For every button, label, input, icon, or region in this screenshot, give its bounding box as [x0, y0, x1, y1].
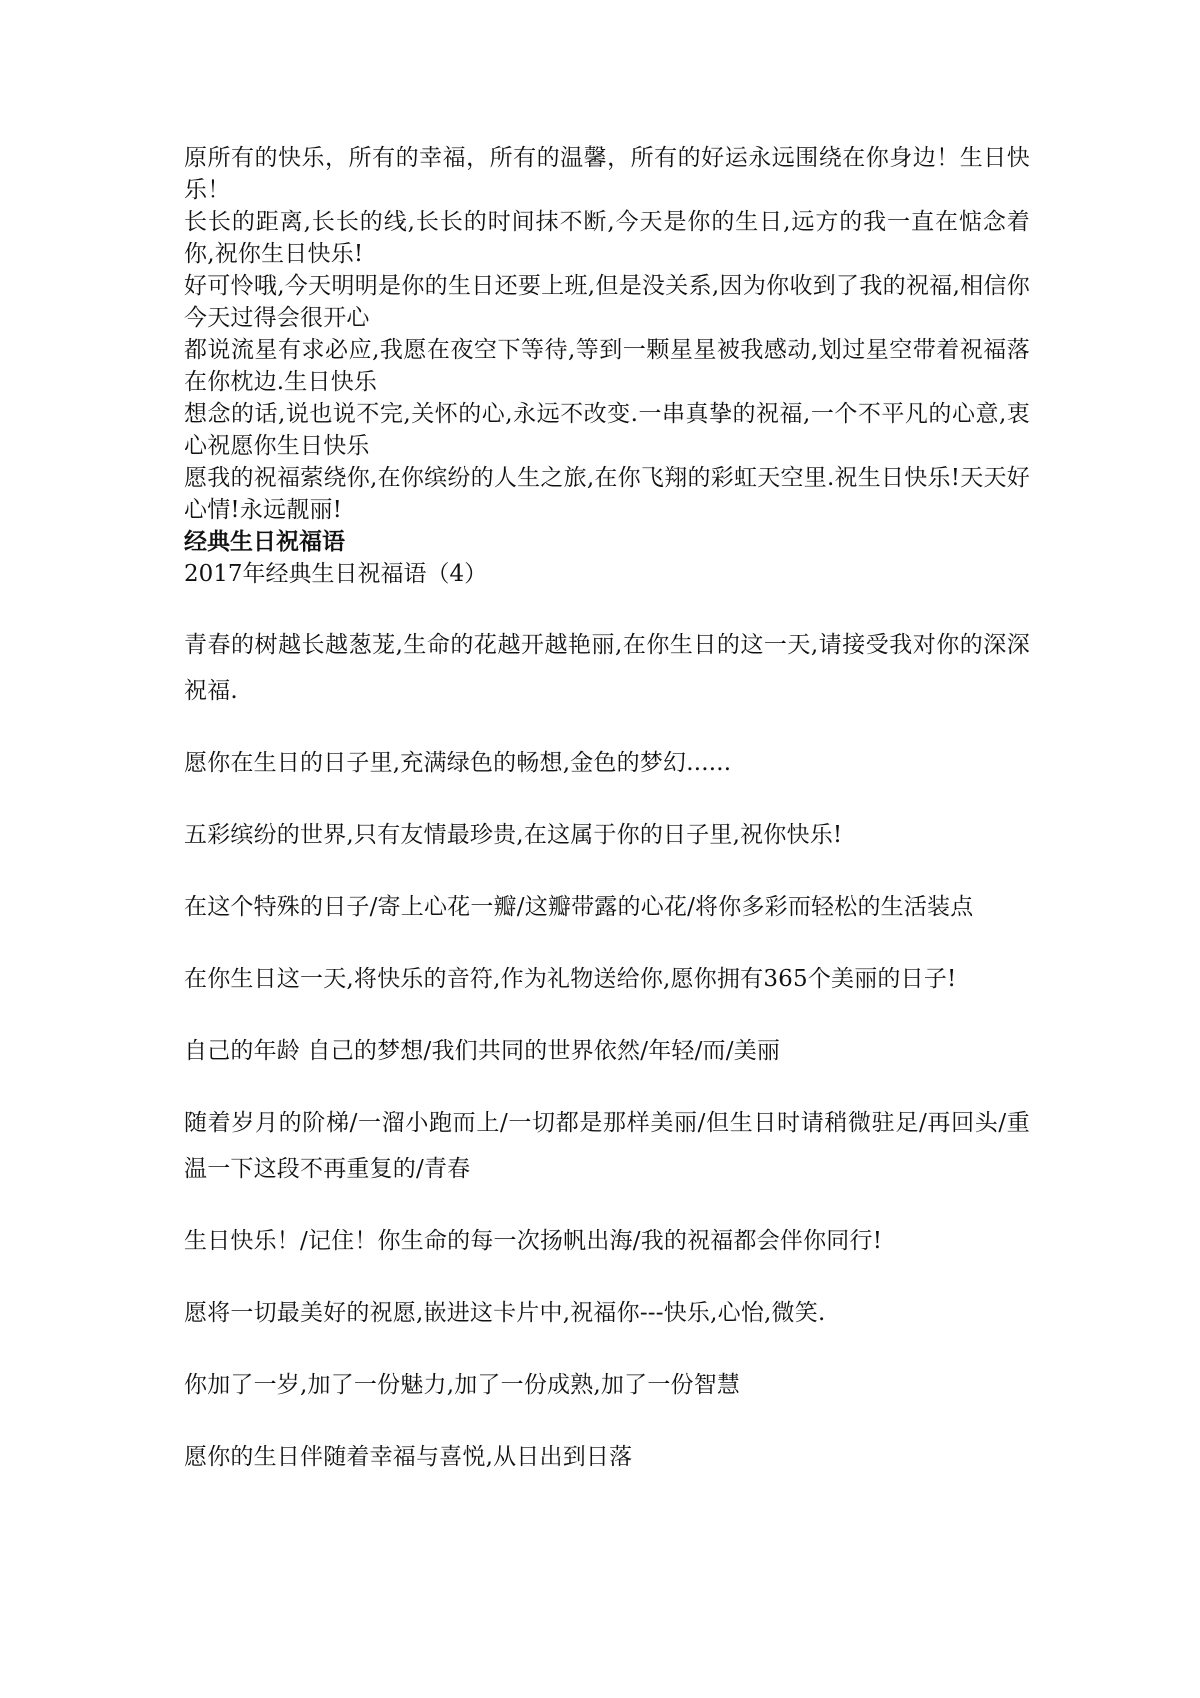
paragraph: 好可怜哦,今天明明是你的生日还要上班,但是没关系,因为你收到了我的祝福,相信你今天过得会很开心 [184, 273, 1030, 331]
document-body [184, 142, 1030, 1506]
paragraph: 自己的年龄 自己的梦想/我们共同的世界依然/年轻/而/美丽 [184, 1038, 781, 1064]
paragraph: 你加了一岁,加了一份魅力,加了一份成熟,加了一份智慧 [184, 1372, 741, 1398]
paragraph: 在你生日这一天,将快乐的音符,作为礼物送给你,愿你拥有365个美丽的日子! [184, 966, 957, 992]
paragraph: 在这个特殊的日子/寄上心花一瓣/这瓣带露的心花/将你多彩而轻松的生活装点 [184, 894, 974, 920]
paragraph: 长长的距离,长长的线,长长的时间抹不断,今天是你的生日,远方的我一直在惦念着你,祝你生日快乐! [184, 209, 1030, 267]
paragraph: 想念的话,说也说不完,关怀的心,永远不改变.一串真挚的祝福,一个不平凡的心意,衷心祝愿你生日快乐 [184, 401, 1030, 459]
section-subheading: 2017年经典生日祝福语（4） [184, 561, 488, 587]
paragraph: 愿将一切最美好的祝愿,嵌进这卡片中,祝福你---快乐,心怡,微笑. [184, 1300, 826, 1326]
paragraph: 都说流星有求必应,我愿在夜空下等待,等到一颗星星被我感动,划过星空带着祝福落在你枕边.生日快乐 [184, 337, 1030, 395]
paragraph: 青春的树越长越葱茏,生命的花越开越艳丽,在你生日的这一天,请接受我对你的深深祝福. [184, 632, 1030, 704]
wishes-section [184, 622, 1030, 1480]
paragraph: 随着岁月的阶梯/一溜小跑而上/一切都是那样美丽/但生日时请稍微驻足/再回头/重温一下这段不再重复的/青春 [184, 1110, 1030, 1182]
section-heading: 经典生日祝福语 [184, 529, 345, 555]
paragraph: 愿你的生日伴随着幸福与喜悦,从日出到日落 [184, 1444, 633, 1470]
paragraph: 原所有的快乐，所有的幸福，所有的温馨，所有的好运永远围绕在你身边！生日快乐！ [184, 145, 1030, 203]
paragraph: 生日快乐！/记住！你生命的每一次扬帆出海/我的祝福都会伴你同行! [184, 1228, 883, 1254]
paragraph: 五彩缤纷的世界,只有友情最珍贵,在这属于你的日子里,祝你快乐! [184, 822, 843, 848]
paragraph: 愿我的祝福萦绕你,在你缤纷的人生之旅,在你飞翔的彩虹天空里.祝生日快乐!天天好心情!永远靓丽! [184, 465, 1030, 523]
intro-section [184, 142, 1030, 526]
paragraph: 愿你在生日的日子里,充满绿色的畅想,金色的梦幻...... [184, 750, 732, 776]
